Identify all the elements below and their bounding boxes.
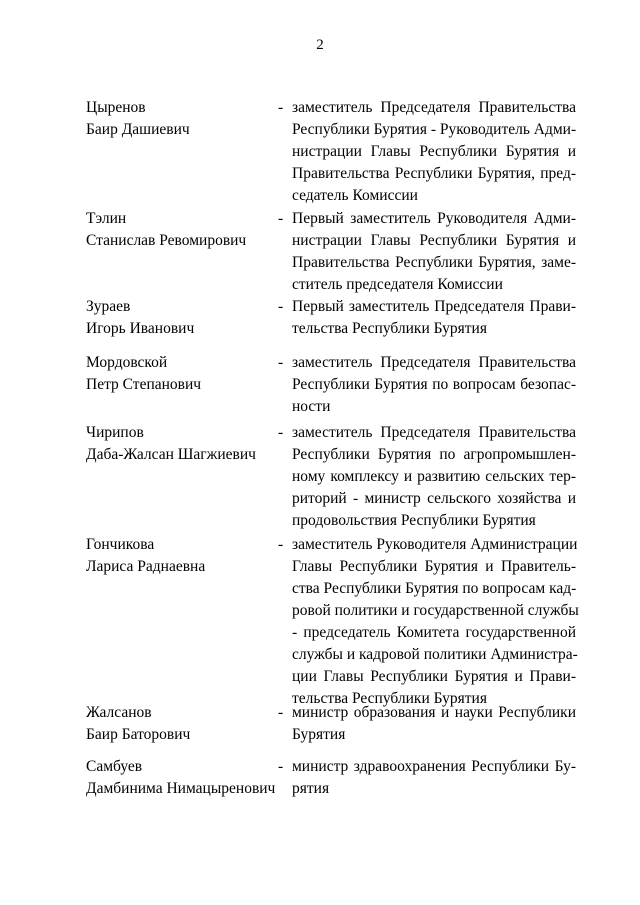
member-position (292, 702, 576, 746)
dash-separator: - (278, 704, 284, 721)
member-given-names: Станислав Ревомирович (86, 232, 247, 249)
position-line: риторий - министр сельского хозяйства и (292, 490, 576, 507)
page-number: 2 (316, 37, 324, 53)
member-entry (86, 422, 576, 532)
dash-separator: - (278, 536, 284, 553)
member-position (292, 296, 576, 340)
member-given-names: Петр Степанович (86, 376, 202, 393)
position-line: ровой политики и государственной службы (292, 602, 579, 619)
position-line: заместитель Председателя Правительства (292, 424, 576, 441)
position-line: тельства Республики Бурятия (292, 320, 487, 337)
position-line: заместитель Председателя Правительства (292, 354, 576, 371)
member-surname: Самбуев (86, 758, 143, 775)
member-name (86, 702, 278, 746)
dash-separator: - (278, 758, 284, 775)
member-given-names: Даба-Жалсан Шагжиевич (86, 446, 256, 463)
position-line: ции Главы Республики Бурятия и Прави- (292, 668, 576, 685)
member-position (292, 352, 576, 418)
member-position (292, 97, 576, 207)
position-line: Республики Бурятия по вопросам безопас- (292, 376, 576, 393)
position-line: - председатель Комитета государственной (292, 624, 576, 641)
member-entry (86, 208, 576, 296)
dash-separator: - (278, 210, 284, 227)
member-entry (86, 534, 579, 710)
member-surname: Мордовской (86, 354, 168, 371)
position-line: Правительства Республики Бурятия, заме- (292, 254, 576, 271)
position-line: ститель председателя Комиссии (292, 276, 503, 293)
position-line: ному комплексу и развитию сельских тер- (292, 468, 576, 485)
position-line: заместитель Руководителя Администрации (292, 536, 578, 553)
member-given-names: Дамбинима Нимацыренович (86, 780, 276, 797)
member-name (86, 422, 278, 532)
position-line: рятия (292, 780, 330, 797)
member-given-names: Баир Дашиевич (86, 121, 190, 138)
member-position (292, 534, 579, 710)
position-line: нистрации Главы Республики Бурятия и (292, 143, 576, 160)
member-surname: Жалсанов (86, 704, 152, 721)
member-surname: Тэлин (86, 210, 127, 227)
member-entry (86, 296, 576, 340)
dash-separator: - (278, 424, 284, 441)
position-line: службы и кадровой политики Администра- (292, 646, 578, 663)
position-line: ности (292, 398, 331, 415)
member-surname: Зураев (86, 298, 131, 315)
position-line: заместитель Председателя Правительства (292, 99, 576, 116)
member-entry (86, 756, 576, 800)
position-line: министр образования и науки Республики (292, 704, 576, 721)
member-name (86, 352, 278, 418)
position-line: тельства Республики Бурятия (292, 690, 487, 707)
member-given-names: Лариса Раднаевна (86, 558, 206, 575)
member-entry (86, 352, 576, 418)
member-position (292, 208, 576, 296)
member-surname: Гончикова (86, 536, 155, 553)
member-name (86, 97, 278, 207)
dash-separator: - (278, 99, 284, 116)
position-line: Главы Республики Бурятия и Правитель- (292, 558, 576, 575)
member-name (86, 208, 278, 296)
position-line: министр здравоохранения Республики Бу- (292, 758, 576, 775)
position-line: Бурятия (292, 726, 346, 743)
position-line: Республики Бурятия по агропромышлен- (292, 446, 576, 463)
member-entry (86, 702, 576, 746)
position-line: нистрации Главы Республики Бурятия и (292, 232, 576, 249)
member-name (86, 756, 278, 800)
member-name (86, 296, 278, 340)
position-line: Правительства Республики Бурятия, пред- (292, 165, 576, 182)
member-entry (86, 97, 576, 207)
member-given-names: Игорь Иванович (86, 320, 195, 337)
position-line: Республики Бурятия - Руководитель Адми- (292, 121, 577, 138)
member-given-names: Баир Баторович (86, 726, 191, 743)
position-line: ства Республики Бурятия по вопросам кад- (292, 580, 577, 597)
position-line: продовольствия Республики Бурятия (292, 512, 536, 529)
dash-separator: - (278, 298, 284, 315)
dash-separator: - (278, 354, 284, 371)
member-surname: Чирипов (86, 424, 144, 441)
member-surname: Цыренов (86, 99, 146, 116)
position-line: Первый заместитель Председателя Прави- (292, 298, 576, 315)
member-name (86, 534, 278, 710)
position-line: Первый заместитель Руководителя Адми- (292, 210, 576, 227)
member-position (292, 422, 576, 532)
position-line: седатель Комиссии (292, 187, 418, 204)
member-position (292, 756, 576, 800)
